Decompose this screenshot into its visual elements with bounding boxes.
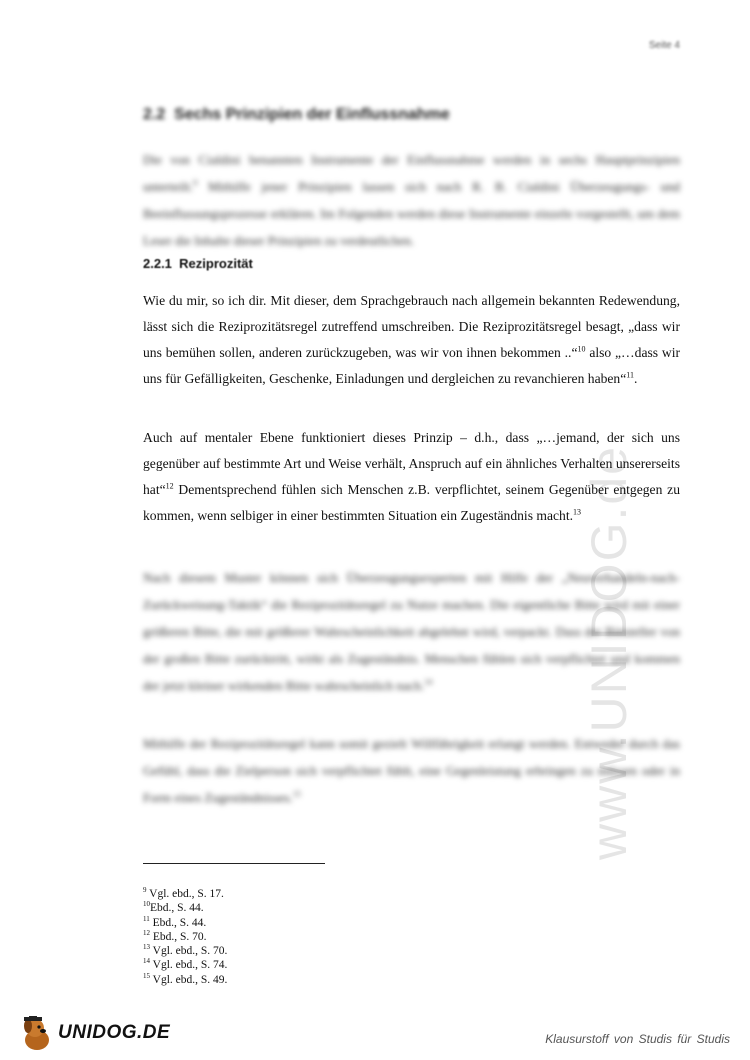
footnote-number: 15 bbox=[143, 971, 150, 980]
footnote-text: Ebd., S. 44. bbox=[149, 916, 207, 929]
footnote-item bbox=[143, 930, 227, 944]
section-number: 2.2 bbox=[143, 106, 166, 123]
page-number: Seite 4 bbox=[648, 40, 680, 51]
footnote-number: 12 bbox=[143, 929, 150, 938]
footnote-item bbox=[143, 887, 227, 901]
footnote-text: Vgl. ebd., S. 74. bbox=[150, 959, 228, 972]
footnote-number: 10 bbox=[143, 900, 150, 909]
footnote-list bbox=[143, 887, 227, 987]
footnote-number: 11 bbox=[143, 914, 150, 923]
blurred-paragraph-1: Nach diesem Muster können sich Überzeugungsexperten mit Hilfe der „Neuverhandeln-nach-Zurückweisung-Taktik“ die Reziprozitätsregel zu Nutze machen. Die eigentliche Bitte wird mit einer größeren Bitte, die mit größerer Wahrscheinlichkeit abgelehnt wird, verpackt. Dass der Bittsteller von der großen Bitte zurücktritt, wirkt als Zugeständnis. Menschen fühlen sich verpflichtet und kommen der jetzt kleiner wirkenden Bitte wahrscheinlich nach.$^{14}$ bbox=[143, 570, 680, 693]
footnote-text: Vgl. ebd., S. 70. bbox=[150, 945, 228, 958]
footnote-text: Vgl. ebd., S. 17. bbox=[146, 888, 224, 900]
footnote-text: Ebd., S. 44. bbox=[150, 902, 204, 915]
footnote-item bbox=[143, 958, 227, 972]
watermark: www.UNIDOG.de bbox=[581, 445, 637, 860]
unidog-logo[interactable] bbox=[20, 1016, 200, 1054]
footnote-number: 9 bbox=[143, 886, 147, 895]
subsection-title bbox=[143, 256, 253, 271]
section-title-text: Sechs Prinzipien der Einflussnahme bbox=[174, 106, 450, 123]
section-intro-paragraph: Die von Cialdini benannten Instrumente der Einflussnahme werden in sechs Hauptprinzipien unterteilt.$^9$ Mithilfe jener Prinzipien lassen sich nach R. B. Cialdini Überzeugungs- und Beeinflussungsprozesse erklären. Im Folgenden werden diese Instrumente einzeln vorgestellt, um dem Leser die Inhalte dieser Prinzipien zu verdeutlichen. bbox=[143, 152, 680, 248]
footnote-item bbox=[143, 916, 227, 930]
logo-text: UNIDOG.DE bbox=[58, 1022, 171, 1043]
footnote-text: Vgl. ebd., S. 49. bbox=[150, 973, 228, 986]
footnote-item bbox=[143, 973, 227, 987]
footnote-number: 13 bbox=[143, 943, 150, 952]
subsection-title-text: Reziprozität bbox=[179, 256, 253, 271]
section-title bbox=[143, 106, 450, 124]
footnote-item bbox=[143, 901, 227, 915]
footnote-text: Ebd., S. 70. bbox=[150, 930, 207, 943]
subsection-number: 2.2.1 bbox=[143, 256, 172, 271]
footer-tagline: Klausurstoff von Studis für Studis bbox=[545, 1032, 730, 1046]
body-paragraph-2: Auch auf mentaler Ebene funktioniert dieses Prinzip – d.h., dass „…jemand, der sich uns gegenüber auf bestimmte Art und Weise verhält, Anspruch auf ein ähnliches Verhalten unsererseits hat“$^{12}$ Dementsprechend fühlen sich Menschen z.B. verpflichtet, seinem Gegenüber entgegen zu kommen, wenn selbiger in einer bestimmten Situation ein Zugeständnis macht.$^{13}$ bbox=[143, 430, 680, 523]
body-paragraph-1: Wie du mir, so ich dir. Mit dieser, dem Sprachgebrauch nach allgemein bekannten Redewendung, lässt sich die Reziprozitätsregel zutreffend umschreiben. Die Reziprozitätsregel besagt, „dass wir uns bemühen sollen, anderen zurückzugeben, was wir von ihnen bekommen ..“$^{10}$ also „…dass wir uns für Gefälligkeiten, Geschenke, Einladungen und dergleichen zu revanchieren haben“$^{11}$. bbox=[143, 293, 680, 386]
footnote-separator bbox=[143, 863, 325, 864]
dog-mascot-icon bbox=[20, 1016, 54, 1052]
blurred-paragraph-2: Mithilfe der Reziprozitätsregel kann somit gezielt Willfährigkeit erlangt werden. Entweder durch das Gefühl, dass die Zielperson sich verpflichtet fühlt, eine Gegenleistung erbringen zu müssen oder in Form eines Zugeständnisses.$^{15}$ bbox=[143, 736, 680, 805]
footnote-number: 14 bbox=[143, 957, 150, 966]
footnote-item bbox=[143, 944, 227, 958]
